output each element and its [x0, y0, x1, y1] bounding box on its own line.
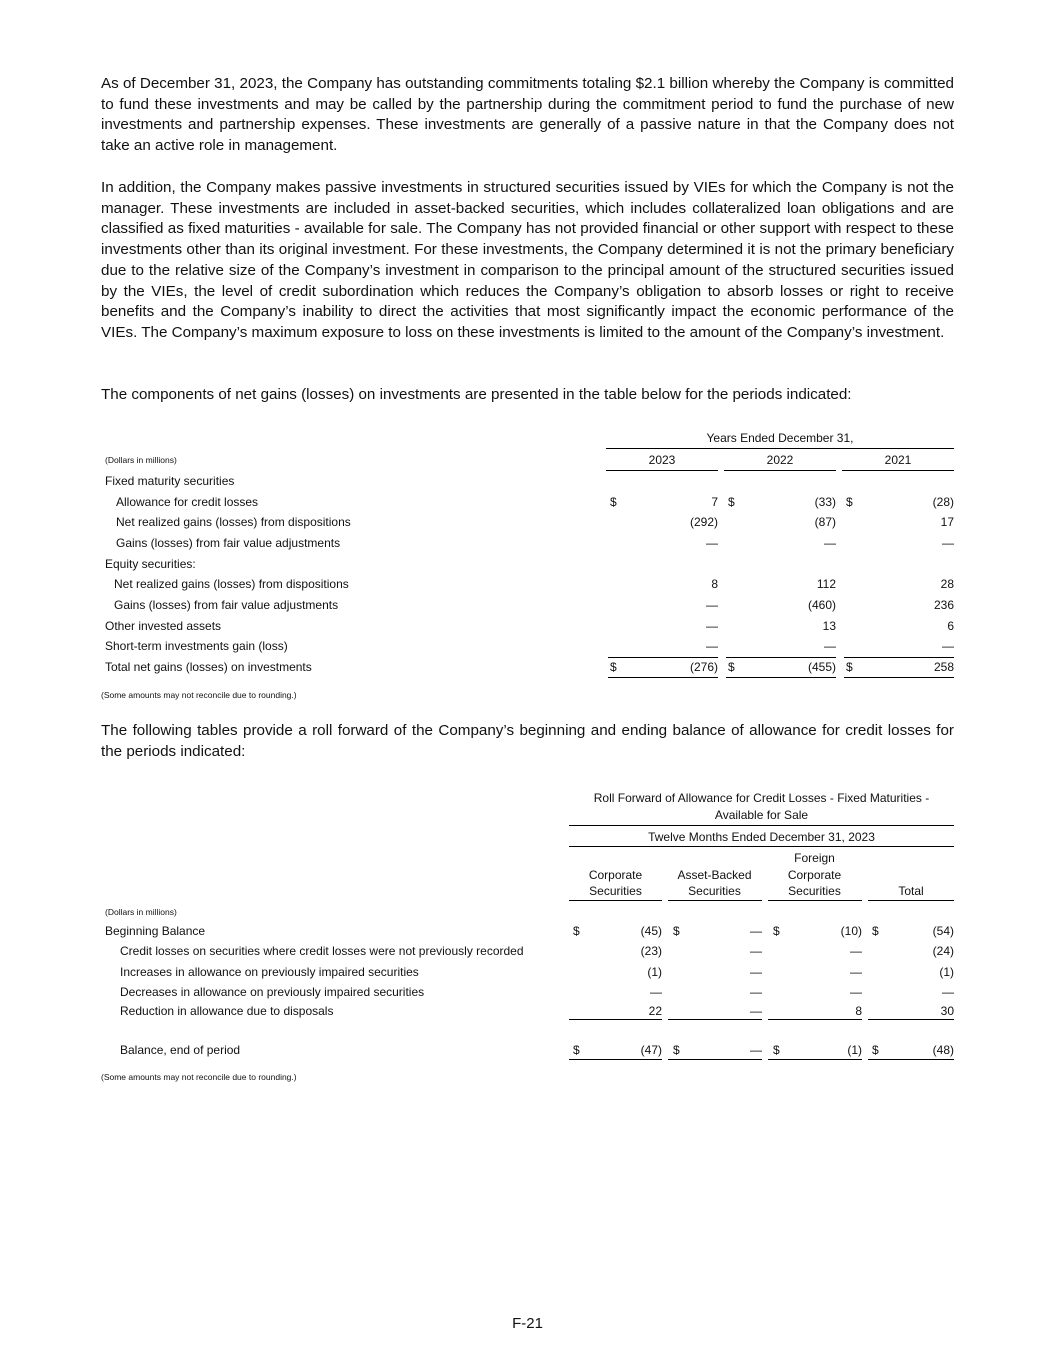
currency-symbol: $ — [728, 495, 735, 509]
currency-symbol: $ — [846, 660, 853, 674]
table-row — [101, 636, 954, 656]
rule — [868, 900, 954, 901]
currency-symbol: $ — [573, 1043, 580, 1057]
cell-value: (276) — [689, 660, 718, 674]
cell-value: 30 — [940, 1004, 954, 1018]
cell-value: — — [850, 944, 862, 958]
row-label: Increases in allowance on previously impaired securities — [120, 965, 419, 979]
row-label: Net realized gains (losses) from dispositions — [114, 577, 349, 591]
cell-value: 236 — [933, 598, 954, 612]
cell-value: — — [750, 965, 762, 979]
cell-value: — — [942, 639, 954, 653]
currency-symbol: $ — [872, 924, 879, 938]
row-label: Net realized gains (losses) from dispositions — [116, 515, 351, 529]
cell-value: — — [750, 1043, 762, 1057]
rule — [569, 900, 662, 901]
table-row — [101, 554, 954, 574]
cell-value: — — [750, 924, 762, 938]
rule — [668, 900, 762, 901]
rule — [569, 1019, 662, 1020]
cell-value: — — [706, 619, 718, 633]
col-header-total: Total — [898, 884, 924, 898]
cell-value: — — [850, 985, 862, 999]
cell-value: (455) — [807, 660, 836, 674]
cell-value: 7 — [711, 495, 718, 509]
cell-value: 112 — [816, 577, 836, 591]
currency-symbol: $ — [773, 924, 780, 938]
rule — [768, 900, 862, 901]
table-row — [101, 471, 954, 491]
rule — [668, 1059, 762, 1060]
cell-value: (45) — [640, 924, 662, 938]
cell-value: (47) — [640, 1043, 662, 1057]
cell-value: (460) — [807, 598, 836, 612]
row-label: Beginning Balance — [105, 924, 206, 938]
cell-value: — — [750, 944, 762, 958]
cell-value: — — [824, 639, 836, 653]
rule — [868, 1059, 954, 1060]
row-label: Allowance for credit losses — [116, 495, 259, 509]
cell-value: (1) — [647, 965, 662, 979]
cell-value: — — [706, 598, 718, 612]
rule — [608, 677, 718, 678]
row-label: Decreases in allowance on previously impaired securities — [120, 985, 425, 999]
table-row — [101, 574, 954, 594]
cell-value: — — [706, 536, 718, 550]
rule — [768, 1019, 862, 1020]
paragraph-vie-investments: In addition, the Company makes passive investments in structured securities issued by VIEs for which the Company is not the manager. These investments are included in asset-backed securities, which includes collateralized loan obligations and are classified as fixed maturities - available for sale. The Company has not provided financial or other support with respect to these investments other than its original investment. For these investments, the Company determined it is not the primary beneficiary due to the relative size of the Company’s investment in comparison to the principal amount of the structured securities issued by the VIEs, the level of credit subordination which reduces the Company’s obligation to absorb losses or right to receive benefits and the Company’s inability to direct the activities that most significantly impact the economic performance of the VIEs. The Company’s maximum exposure to loss on these investments is limited to the amount of the Company’s investment. — [101, 179, 954, 341]
page-number: F-21 — [512, 1315, 543, 1332]
col-header-corporate-securities: Corporate Securities — [588, 867, 643, 898]
years-ended-header: Years Ended December 31, — [606, 428, 954, 449]
currency-symbol: $ — [872, 1043, 879, 1057]
cell-value: (1) — [939, 965, 954, 979]
row-label: Reduction in allowance due to disposals — [120, 1004, 334, 1018]
currency-symbol: $ — [573, 924, 580, 938]
cell-value: (23) — [640, 944, 662, 958]
row-label: Fixed maturity securities — [105, 474, 235, 488]
table-row — [101, 941, 954, 961]
rule — [768, 1059, 862, 1060]
units-label: (Dollars in millions) — [105, 907, 177, 917]
cell-value: — — [824, 536, 836, 550]
table-row — [101, 533, 954, 553]
cell-value: (48) — [932, 1043, 954, 1057]
cell-value: — — [750, 985, 762, 999]
table-row-total — [101, 1040, 954, 1060]
cell-value: (28) — [932, 495, 954, 509]
col-header-foreign-corporate-securities: Foreign Corporate Securities — [787, 851, 842, 898]
table-row-total — [101, 657, 954, 677]
currency-symbol: $ — [673, 924, 680, 938]
cell-value: (33) — [814, 495, 836, 509]
cell-value: — — [750, 1004, 762, 1018]
rule — [668, 1019, 762, 1020]
row-label: Total net gains (losses) on investments — [105, 660, 312, 674]
units-label: (Dollars in millions) — [105, 455, 177, 465]
currency-symbol: $ — [846, 495, 853, 509]
col-header-asset-backed-securities: Asset-Backed Securities — [677, 867, 752, 898]
rule — [868, 1019, 954, 1020]
row-label: Gains (losses) from fair value adjustments — [114, 598, 339, 612]
cell-value: (87) — [814, 515, 836, 529]
table-row — [101, 512, 954, 532]
cell-value: — — [942, 536, 954, 550]
cell-value: 22 — [648, 1004, 662, 1018]
currency-symbol: $ — [673, 1043, 680, 1057]
period-header: Twelve Months Ended December 31, 2023 — [569, 828, 954, 847]
currency-symbol: $ — [610, 495, 617, 509]
paragraph-net-gains-intro: The components of net gains (losses) on investments are presented in the table below for the periods indicated: — [101, 386, 852, 403]
table-row — [101, 492, 954, 512]
table-row — [101, 921, 954, 941]
cell-value: 13 — [822, 619, 836, 633]
rule — [844, 677, 954, 678]
cell-value: (292) — [689, 515, 718, 529]
table-row — [101, 962, 954, 982]
cell-value: 258 — [933, 660, 954, 674]
row-label: Balance, end of period — [120, 1043, 241, 1057]
currency-symbol: $ — [728, 660, 735, 674]
currency-symbol: $ — [773, 1043, 780, 1057]
year-header-2022: 2022 — [724, 450, 836, 471]
rule — [726, 677, 836, 678]
paragraph-roll-forward-intro: The following tables provide a roll forward of the Company’s beginning and ending balance of allowance for credit losses for the periods indicated: — [101, 722, 954, 760]
cell-value: (54) — [932, 924, 954, 938]
table-row — [101, 595, 954, 615]
rounding-note: (Some amounts may not reconcile due to rounding.) — [101, 1072, 297, 1082]
cell-value: — — [942, 985, 954, 999]
table-title: Roll Forward of Allowance for Credit Losses - Fixed Maturities - Available for Sale — [569, 790, 954, 826]
year-header-2021: 2021 — [842, 450, 954, 471]
cell-value: 8 — [711, 577, 718, 591]
currency-symbol: $ — [610, 660, 617, 674]
cell-value: (24) — [932, 944, 954, 958]
cell-value: (1) — [847, 1043, 862, 1057]
rounding-note: (Some amounts may not reconcile due to rounding.) — [101, 690, 297, 700]
cell-value: — — [850, 965, 862, 979]
cell-value: 8 — [855, 1004, 862, 1018]
cell-value: 6 — [947, 619, 954, 633]
row-label: Other invested assets — [105, 619, 222, 633]
row-label: Credit losses on securities where credit losses were not previously recorded — [120, 944, 524, 958]
rule — [569, 1059, 662, 1060]
table-row — [101, 1001, 954, 1021]
row-label: Short-term investments gain (loss) — [105, 639, 288, 653]
row-label: Gains (losses) from fair value adjustments — [116, 536, 341, 550]
cell-value: (10) — [840, 924, 862, 938]
table-row — [101, 616, 954, 636]
paragraph-commitments: As of December 31, 2023, the Company has outstanding commitments totaling $2.1 billion whereby the Company is committed to fund these investments and may be called by the partnership during the commitment period to fund the purchase of new investments and partnership expenses. These investments are generally of a passive nature in that the Company does not take an active role in management. — [101, 75, 954, 155]
row-label: Equity securities: — [105, 557, 196, 571]
cell-value: — — [650, 985, 662, 999]
table-row — [101, 982, 954, 1002]
cell-value: — — [706, 639, 718, 653]
year-header-2023: 2023 — [606, 450, 718, 471]
cell-value: 28 — [940, 577, 954, 591]
cell-value: 17 — [940, 515, 954, 529]
